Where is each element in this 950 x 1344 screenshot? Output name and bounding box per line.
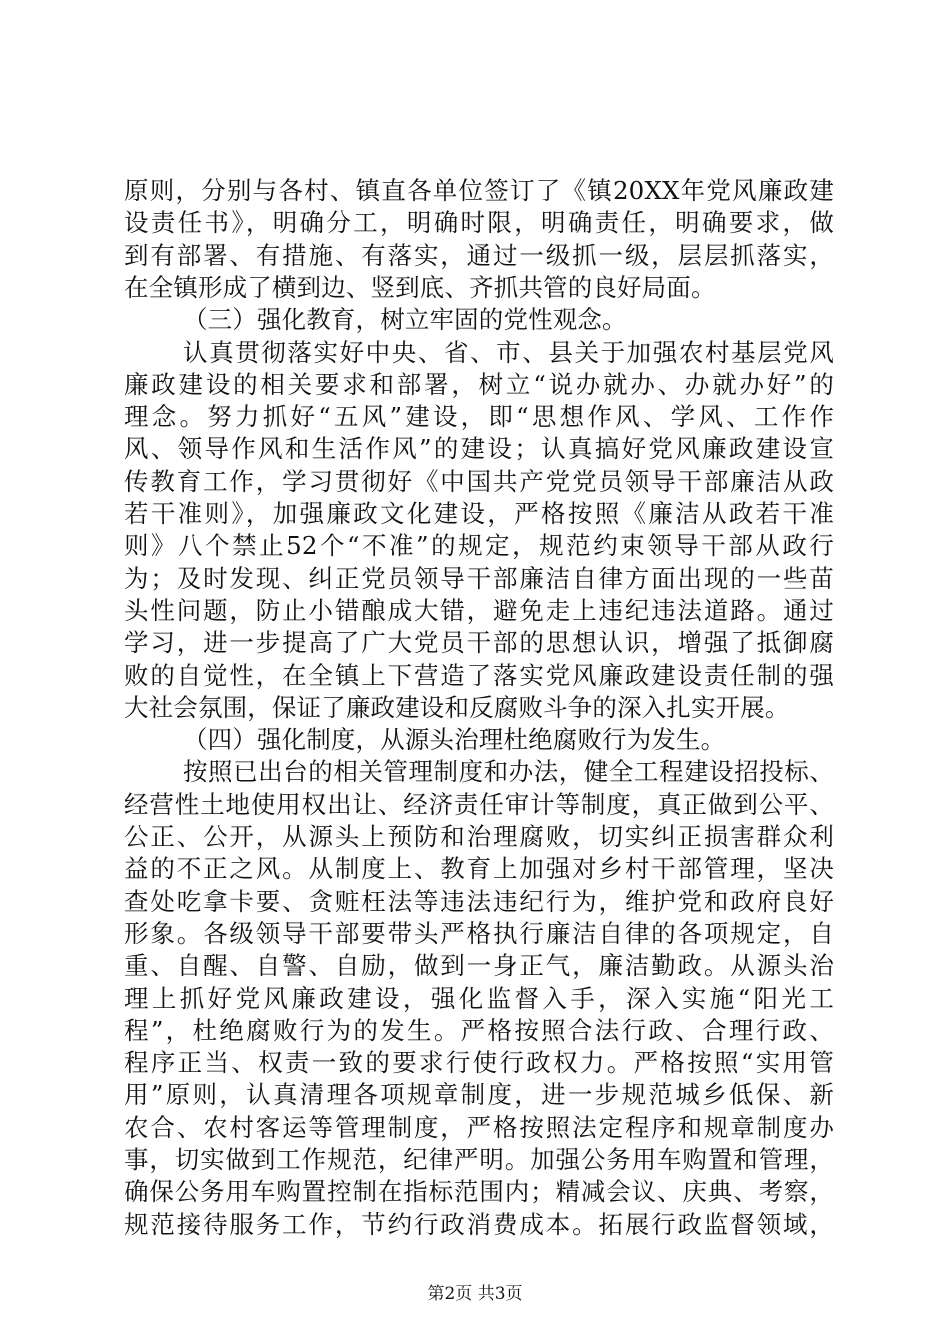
paragraph-line: 为；及时发现、纠正党员领导干部廉洁自律方面出现的一些苗 — [124, 563, 834, 593]
paragraph-line: 到有部署、有措施、有落实，通过一级抓一级，层层抓落实， — [124, 240, 834, 270]
paragraph-line: 形象。各级领导干部要带头严格执行廉洁自律的各项规定，自 — [124, 918, 834, 948]
paragraph-first-line: （四）强化制度，从源头治理杜绝腐败行为发生。 — [183, 725, 726, 755]
paragraph-line: 程序正当、权责一致的要求行使行政权力。严格按照“实用管 — [124, 1048, 834, 1078]
paragraph-line: 规范接待服务工作，节约行政消费成本。拓展行政监督领域， — [124, 1209, 834, 1239]
paragraph-line: 确保公务用车购置控制在指标范围内；精减会议、庆典、考察， — [124, 1177, 834, 1207]
paragraph-line: 大社会氛围，保证了廉政建设和反腐败斗争的深入扎实开展。 — [124, 692, 790, 722]
paragraph-first-line: 按照已出台的相关管理制度和办法，健全工程建设招投标、 — [183, 757, 834, 787]
paragraph-line: 事，切实做到工作规范，纪律严明。加强公务用车购置和管理， — [124, 1145, 834, 1174]
paragraph-line: 查处吃拿卡要、贪赃枉法等违法违纪行为，维护党和政府良好 — [124, 886, 834, 916]
page-footer: 第2页 共3页 — [427, 1284, 523, 1304]
paragraph-line: 设责任书》，明确分工，明确时限，明确责任，明确要求，做 — [124, 208, 834, 238]
paragraph-line: 益的不正之风。从制度上、教育上加强对乡村干部管理，坚决 — [124, 854, 834, 884]
paragraph-line: 经营性土地使用权出让、经济责任审计等制度，真正做到公平、 — [124, 789, 834, 819]
paragraph-line: 败的自觉性，在全镇上下营造了落实党风廉政建设责任制的强 — [124, 660, 834, 690]
paragraph-line: 原则，分别与各村、镇直各单位签订了《镇20XX年党风廉政建 — [124, 176, 834, 205]
paragraph-line: 头性问题，防止小错酿成大错，避免走上违纪违法道路。通过 — [124, 595, 834, 625]
paragraph-line: 农合、农村客运等管理制度，严格按照法定程序和规章制度办 — [124, 1112, 834, 1142]
paragraph-line: 风、领导作风和生活作风”的建设；认真搞好党风廉政建设宣 — [124, 434, 834, 464]
paragraph-line: 公正、公开，从源头上预防和治理腐败，切实纠正损害群众利 — [124, 822, 834, 851]
paragraph-line: 廉政建设的相关要求和部署，树立“说办就办、办就办好”的 — [124, 369, 834, 399]
paragraph-line: 程”，杜绝腐败行为的发生。严格按照合法行政、合理行政、 — [124, 1015, 834, 1045]
paragraph-line: 理念。努力抓好“五风”建设，即“思想作风、学风、工作作 — [124, 402, 834, 432]
paragraph-line: 用”原则，认真清理各项规章制度，进一步规范城乡低保、新 — [124, 1080, 834, 1110]
paragraph-line: 重、自醒、自警、自励，做到一身正气，廉洁勤政。从源头治 — [124, 951, 834, 981]
paragraph-line: 则》八个禁止52个“不准”的规定，规范约束领导干部从政行 — [124, 531, 834, 561]
paragraph-line: 理上抓好党风廉政建设，强化监督入手，深入实施“阳光工 — [124, 983, 834, 1013]
paragraph-line: 学习，进一步提高了广大党员干部的思想认识，增强了抵御腐 — [124, 628, 834, 658]
paragraph-line: 传教育工作，学习贯彻好《中国共产党党员领导干部廉洁从政 — [124, 466, 834, 496]
paragraph-first-line: （三）强化教育，树立牢固的党性观念。 — [183, 305, 627, 335]
paragraph-line: 若干准则》，加强廉政文化建设，严格按照《廉洁从政若干准 — [124, 499, 834, 528]
paragraph-first-line: 认真贯彻落实好中央、省、市、县关于加强农村基层党风 — [183, 337, 834, 367]
paragraph-line: 在全镇形成了横到边、竖到底、齐抓共管的良好局面。 — [124, 272, 716, 302]
